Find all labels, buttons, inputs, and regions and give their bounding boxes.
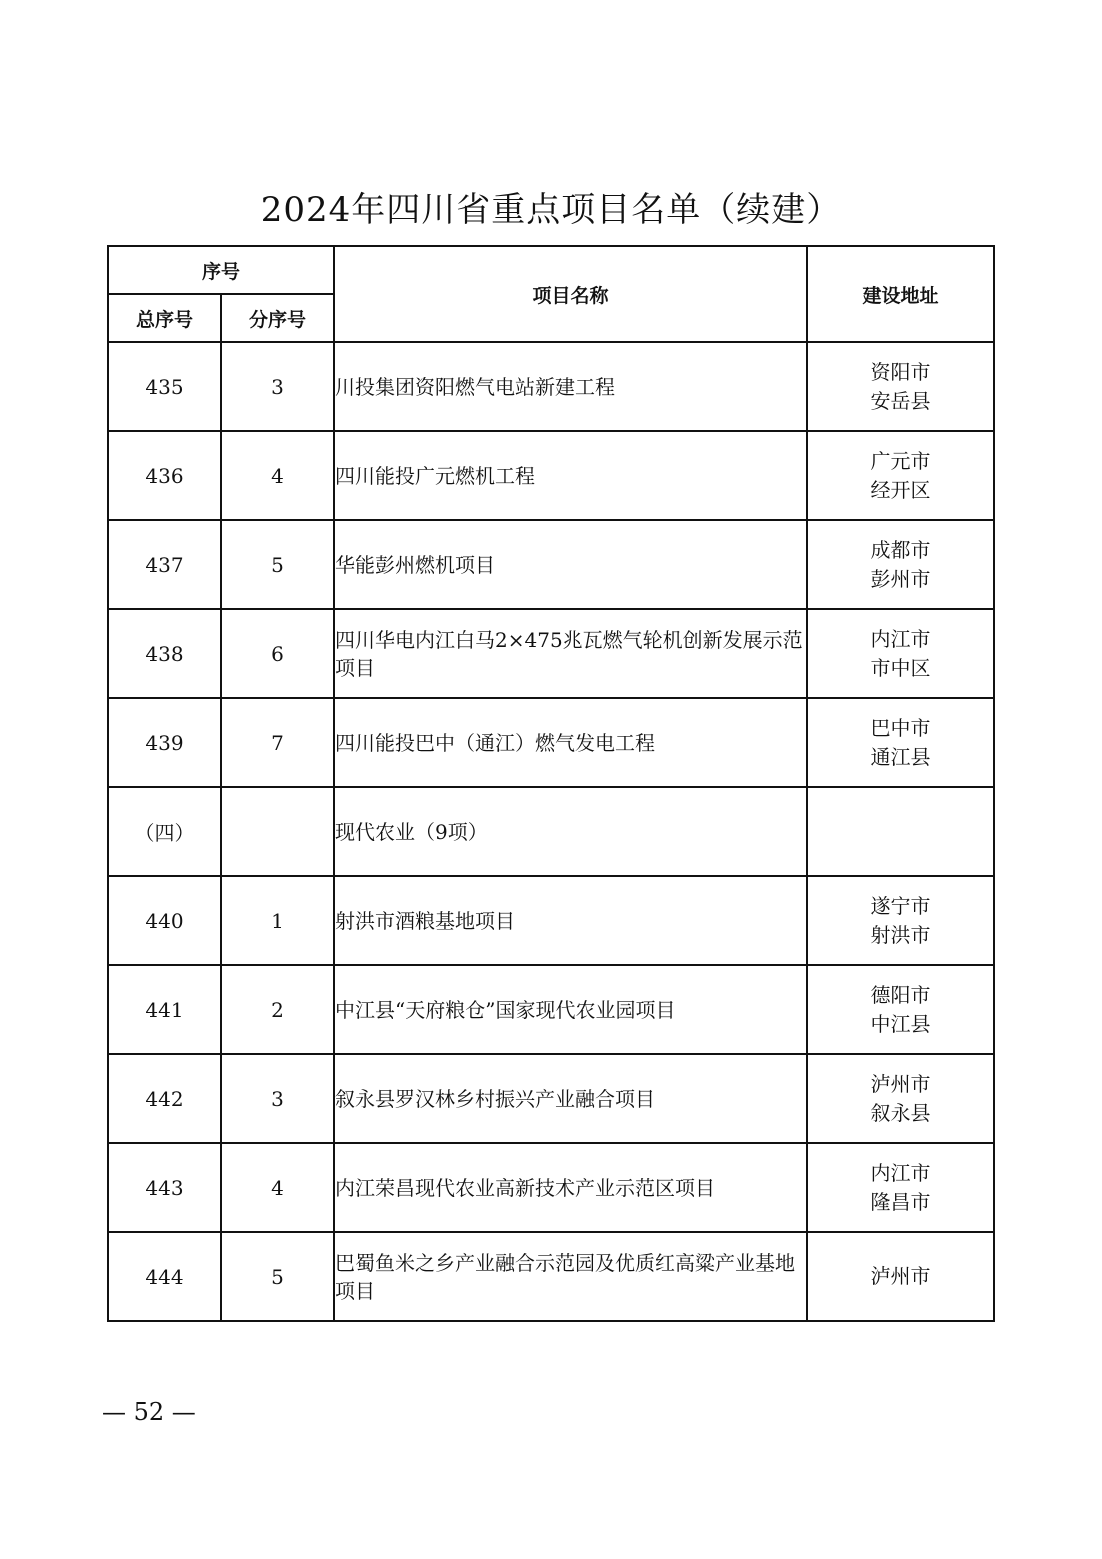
sub-seq-cell: 4 (221, 1143, 334, 1232)
project-name-cell: 四川华电内江白马2×475兆瓦燃气轮机创新发展示范项目 (334, 609, 807, 698)
table-row (108, 342, 994, 431)
project-table (107, 245, 995, 1322)
table-row (108, 698, 994, 787)
total-seq-cell: 438 (108, 609, 221, 698)
location-cell (807, 876, 994, 965)
total-seq-cell: 439 (108, 698, 221, 787)
project-name-cell: 四川能投广元燃机工程 (334, 431, 807, 520)
total-seq-cell: 441 (108, 965, 221, 1054)
location-city: 内江市 (870, 1160, 931, 1185)
location-cell (807, 698, 994, 787)
total-seq-cell: 437 (108, 520, 221, 609)
total-seq-cell: 444 (108, 1232, 221, 1321)
table-row (108, 965, 994, 1054)
sub-seq-cell: 1 (221, 876, 334, 965)
project-name-cell: 川投集团资阳燃气电站新建工程 (334, 342, 807, 431)
table-row (108, 1054, 994, 1143)
table-row (108, 1143, 994, 1232)
project-name-cell: 中江县“天府粮仓”国家现代农业园项目 (334, 965, 807, 1054)
total-seq-cell: 443 (108, 1143, 221, 1232)
category-index-cell: （四） (108, 787, 221, 876)
total-seq-cell: 440 (108, 876, 221, 965)
table-row (108, 520, 994, 609)
location-district: 中江县 (870, 1011, 931, 1036)
location-district: 叙永县 (870, 1100, 931, 1125)
location-district: 经开区 (870, 477, 931, 502)
location-city: 内江市 (870, 626, 931, 651)
location-city: 遂宁市 (870, 893, 931, 918)
total-seq-cell: 436 (108, 431, 221, 520)
sub-seq-cell: 4 (221, 431, 334, 520)
project-name-cell: 华能彭州燃机项目 (334, 520, 807, 609)
project-name-cell: 叙永县罗汉林乡村振兴产业融合项目 (334, 1054, 807, 1143)
header-sub-seq: 分序号 (221, 294, 334, 342)
location-district: 市中区 (870, 655, 931, 680)
sub-seq-cell: 7 (221, 698, 334, 787)
table-row (108, 1232, 994, 1321)
category-row (108, 787, 994, 876)
sub-seq-cell: 2 (221, 965, 334, 1054)
location-city: 资阳市 (870, 359, 931, 384)
table-row (108, 876, 994, 965)
project-name-cell: 内江荣昌现代农业高新技术产业示范区项目 (334, 1143, 807, 1232)
project-name-cell: 巴蜀鱼米之乡产业融合示范园及优质红高粱产业基地项目 (334, 1232, 807, 1321)
total-seq-cell: 442 (108, 1054, 221, 1143)
location-city: 泸州市 (870, 1071, 931, 1096)
sub-seq-cell: 5 (221, 1232, 334, 1321)
location-cell (807, 609, 994, 698)
location-cell (807, 520, 994, 609)
location-cell (807, 342, 994, 431)
location-city: 广元市 (870, 448, 931, 473)
location-district: 安岳县 (870, 388, 931, 413)
sub-seq-cell (221, 787, 334, 876)
location-district: 彭州市 (870, 566, 931, 591)
category-name-cell: 现代农业（9项） (334, 787, 807, 876)
sub-seq-cell: 3 (221, 342, 334, 431)
sub-seq-cell: 3 (221, 1054, 334, 1143)
location-cell (807, 965, 994, 1054)
location-city: 成都市 (870, 537, 931, 562)
header-project-name: 项目名称 (334, 246, 807, 342)
table-row (108, 431, 994, 520)
location-district: 射洪市 (870, 922, 931, 947)
location-cell (807, 1054, 994, 1143)
project-name-cell: 射洪市酒粮基地项目 (334, 876, 807, 965)
project-name-cell: 四川能投巴中（通江）燃气发电工程 (334, 698, 807, 787)
location-city: 德阳市 (870, 982, 931, 1007)
header-total-seq: 总序号 (108, 294, 221, 342)
location-cell (807, 787, 994, 876)
sub-seq-cell: 6 (221, 609, 334, 698)
total-seq-cell: 435 (108, 342, 221, 431)
header-location: 建设地址 (807, 246, 994, 342)
location-city: 巴中市 (870, 715, 931, 740)
table-row (108, 609, 994, 698)
location-district: 通江县 (870, 744, 931, 769)
location-cell (807, 1232, 994, 1321)
location-cell (807, 431, 994, 520)
header-seq-group: 序号 (108, 246, 334, 294)
page-number: — 52 — (102, 1398, 196, 1426)
location-city: 泸州市 (870, 1264, 931, 1288)
location-cell (807, 1143, 994, 1232)
page-title: 2024年四川省重点项目名单（续建） (260, 190, 842, 230)
sub-seq-cell: 5 (221, 520, 334, 609)
location-district: 隆昌市 (870, 1189, 931, 1214)
